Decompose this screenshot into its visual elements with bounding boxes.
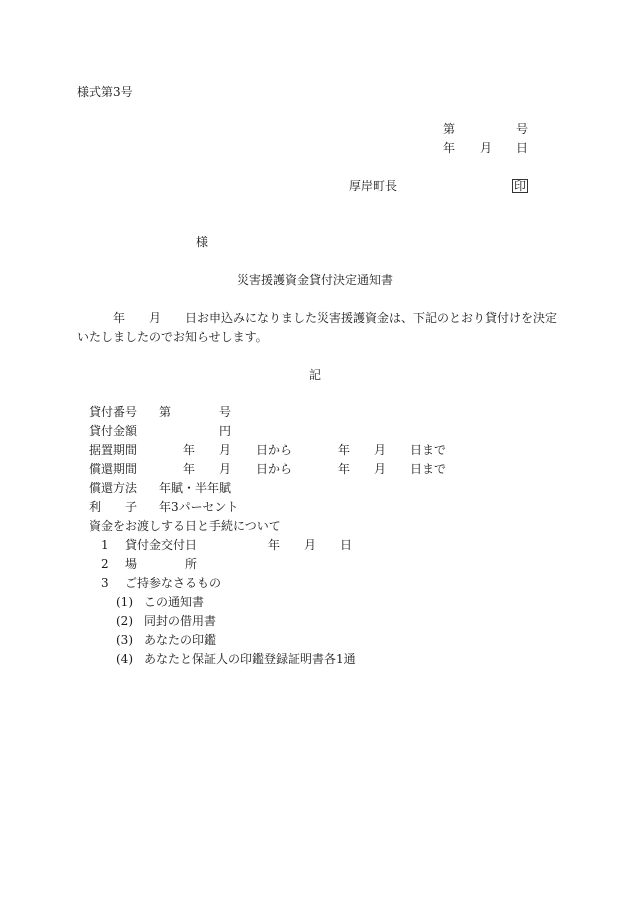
loan-amount-unit: 円 (219, 424, 232, 438)
repayment-period-from: 日から (256, 462, 293, 476)
deferment-year: 年 (183, 443, 196, 457)
document-title: 災害援護資金貸付決定通知書 (237, 273, 394, 287)
interest-value: 年3パーセント (159, 500, 239, 514)
deferment-year2: 年 (338, 443, 351, 457)
repayment-method-value: 年賦・半年賦 (159, 481, 232, 495)
loan-amount-label: 貸付金額 (89, 424, 138, 438)
bring-item-text: この通知書 (144, 595, 205, 609)
recipient-honorific: 様 (196, 235, 209, 249)
deferment-until: 日まで (410, 443, 447, 457)
loan-number-label: 貸付番号 (89, 405, 138, 419)
repayment-period-month2: 月 (374, 462, 387, 476)
procedure-item-number: 1 (101, 538, 109, 552)
deferment-from: 日から (256, 443, 293, 457)
deferment-month2: 月 (374, 443, 387, 457)
repayment-period-month: 月 (219, 462, 232, 476)
procedure-item-number: 3 (101, 576, 109, 590)
bring-item-text: あなたの印鑑 (144, 633, 217, 647)
loan-number-prefix: 第 (159, 405, 172, 419)
deferment-month: 月 (219, 443, 232, 457)
procedure-item-number: 2 (101, 557, 109, 571)
bring-item-number: (2) (116, 614, 133, 628)
intro-text-line1: 日お申込みになりました災害援護資金は、下記のとおり貸付けを決定 (185, 311, 558, 325)
deferment-label: 据置期間 (89, 443, 138, 457)
repayment-method-label: 償還方法 (89, 481, 138, 495)
loan-number-suffix: 号 (219, 405, 232, 419)
bring-item-text: 同封の借用書 (144, 614, 217, 628)
bring-item-number: (4) (116, 652, 133, 666)
delivery-year: 年 (268, 538, 281, 552)
procedure-item-label: 貸付金交付日 (125, 538, 198, 552)
doc-number-suffix: 号 (516, 122, 529, 136)
issuer-name: 厚岸町長 (349, 179, 398, 193)
procedure-heading: 資金をお渡しする日と手続について (89, 519, 281, 533)
intro-month: 月 (149, 311, 162, 325)
repayment-period-year2: 年 (338, 462, 351, 476)
form-number: 様式第3号 (77, 85, 133, 99)
procedure-item-label: ご持参なさるもの (125, 576, 222, 590)
repayment-period-until: 日まで (410, 462, 447, 476)
doc-number-prefix: 第 (443, 122, 456, 136)
ki-heading: 記 (309, 368, 322, 382)
bring-item-number: (3) (116, 633, 133, 647)
repayment-period-year: 年 (183, 462, 196, 476)
procedure-item-label: 場 所 (125, 557, 198, 571)
issue-day: 日 (516, 141, 529, 155)
intro-text-line2: いたしましたのでお知らせします。 (77, 330, 268, 344)
interest-label: 利 子 (89, 500, 138, 514)
delivery-day: 日 (340, 538, 353, 552)
issue-year: 年 (443, 141, 456, 155)
bring-item-number: (1) (116, 595, 133, 609)
seal-mark: 印 (514, 179, 527, 193)
repayment-period-label: 償還期間 (89, 462, 138, 476)
issue-month: 月 (480, 141, 493, 155)
intro-year: 年 (113, 311, 126, 325)
delivery-month: 月 (304, 538, 317, 552)
bring-item-text: あなたと保証人の印鑑登録証明書各1通 (144, 652, 356, 666)
